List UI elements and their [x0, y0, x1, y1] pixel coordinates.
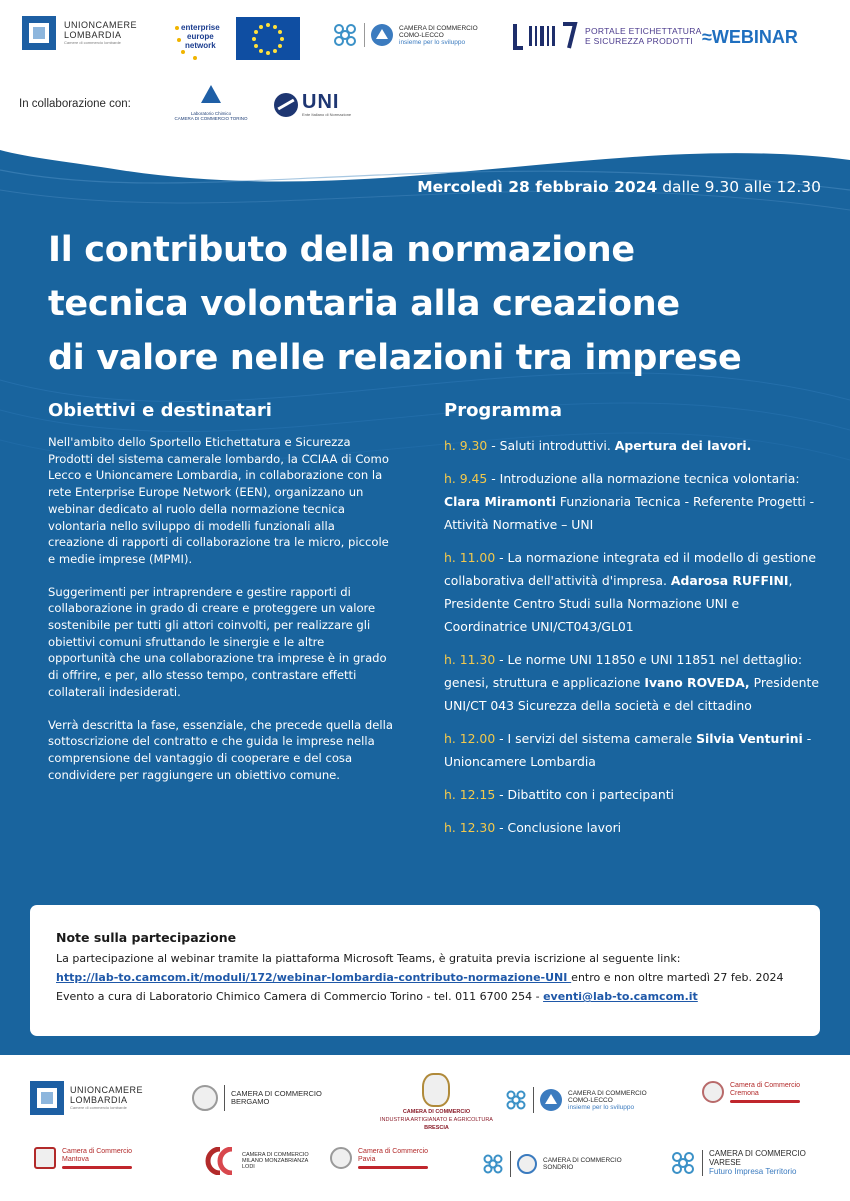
program-speaker: Silvia Venturini: [696, 731, 803, 746]
como-knot-icon: [505, 1089, 527, 1111]
section-heading: Programma: [444, 400, 563, 421]
logo-text: network: [185, 41, 216, 50]
program-text: - Le norme UNI 11850 e UNI 11851 nel dettaglio: genesi, struttura e applicazione: [444, 652, 803, 690]
notes-box: [30, 905, 820, 1036]
program-item: [444, 783, 824, 806]
logo-text: LODI: [242, 1164, 255, 1171]
logo-text: Mantova: [62, 1155, 89, 1163]
program-item: [444, 648, 824, 717]
notes-heading: Note sulla partecipazione: [56, 930, 237, 945]
event-time: dalle 9.30 alle 12.30: [657, 178, 821, 196]
collaboration-label: In collaborazione con:: [19, 98, 131, 110]
webinar-label: ≈WEBINAR: [702, 27, 798, 47]
footer-brescia-logo: [380, 1073, 493, 1131]
logo-text: CAMERA DI COMMERCIO: [231, 1088, 322, 1098]
logo-text: CAMERA DI COMMERCIO: [242, 1151, 309, 1158]
logo-text: MILANO MONZABRIANZA: [242, 1157, 309, 1164]
program-text: - Dibattito con i partecipanti: [495, 787, 674, 802]
notes-deadline: entro e non oltre martedì 27 feb. 2024: [571, 971, 784, 984]
logo-text: enterprise: [181, 23, 220, 32]
bergamo-seal-icon: [192, 1085, 218, 1111]
program-rest: Presidente UNI/CT 043 Sicurezza della società e del cittadino: [444, 675, 819, 713]
logo-tagline: insieme per lo sviluppo: [399, 38, 466, 46]
logo-text: CAMERA DI COMMERCIO: [543, 1157, 622, 1164]
logo-tagline: Futuro Impresa Territorio: [709, 1167, 797, 1176]
main-banner: [0, 150, 850, 1055]
footer-bergamo-logo: [192, 1085, 322, 1111]
como-mountain-icon: [540, 1089, 562, 1111]
logo-text: INDUSTRIA ARTIGIANATO E AGRICOLTURA: [380, 1117, 493, 1123]
program-rest: Funzionaria Tecnica - Referente Progetti - Attività Normative – UNI: [444, 494, 815, 532]
program-text: - I servizi del sistema camerale: [495, 731, 697, 746]
program-time: h. 9.30: [444, 438, 488, 453]
footer-mantova-logo: [34, 1147, 132, 1169]
logo-text: SONDRIO: [543, 1164, 574, 1171]
program-time: h. 12.30: [444, 820, 496, 835]
uni-logo: [274, 92, 351, 117]
notes-line: [56, 987, 794, 1006]
logo-subtext: Camere di commercio lombarde: [64, 40, 121, 45]
notes-line: La partecipazione al webinar tramite la piattaforma Microsoft Teams, è gratuita previa iscrizione al seguente link:: [56, 952, 681, 965]
programma-section: [444, 398, 824, 849]
logo-text: CAMERA DI COMMERCIO: [399, 24, 478, 32]
sondrio-knot-icon: [482, 1153, 504, 1175]
footer-pavia-logo: [330, 1147, 428, 1169]
section-heading: Obiettivi e destinatari: [48, 400, 272, 421]
logo-text: Cremona: [730, 1089, 759, 1097]
logo-text: Camera di Commercio: [358, 1147, 429, 1155]
program-time: h. 12.15: [444, 787, 496, 802]
logo-text: E SICUREZZA PRODOTTI: [585, 36, 694, 46]
red-swoosh-decoration: [730, 1100, 800, 1103]
logo-subtext: Camere di commercio lombarde: [70, 1105, 127, 1110]
logo-text: Pavia: [358, 1155, 376, 1163]
logo-text: PORTALE ETICHETTATURA: [585, 26, 702, 36]
como-mountain-icon: [371, 24, 393, 46]
program-text: - Saluti introduttivi.: [487, 438, 615, 453]
title-line: tecnica volontaria alla creazione: [48, 284, 680, 324]
logo-text: CAMERA DI COMMERCIO TORINO: [174, 116, 248, 121]
logo-text: COMO-LECCO: [568, 1096, 613, 1104]
portale-barcode-icon: [513, 20, 579, 52]
pavia-seal-icon: [330, 1147, 352, 1169]
portale-etichettatura-logo: [513, 20, 702, 52]
program-item: [444, 546, 824, 638]
footer-cremona-logo: [702, 1081, 800, 1103]
program-item: [444, 467, 824, 536]
logo-text: LOMBARDIA: [70, 1095, 128, 1105]
logo-text: UNIONCAMERE: [70, 1085, 144, 1095]
logo-text: europe: [187, 32, 214, 41]
paragraph: Verrà descritta la fase, essenziale, che precede quella della sottoscrizione del contratto e che guida le imprese nella comprensione del vantaggio di cooperare e del cosa condividere per raggiungere un obiettivo comune.: [48, 717, 393, 782]
program-bold: Apertura dei lavori.: [614, 438, 752, 453]
program-time: h. 9.45: [444, 471, 488, 486]
logo-text: CAMERA DI COMMERCIO: [402, 1109, 471, 1115]
unioncamere-mark-icon: [22, 16, 56, 50]
program-time: h. 12.00: [444, 731, 496, 746]
mantova-crest-icon: [34, 1147, 56, 1169]
logo-text: UNIONCAMERE: [64, 20, 138, 30]
program-text: - Conclusione lavori: [495, 820, 622, 835]
program-speaker: Clara Miramonti: [444, 494, 556, 509]
sondrio-seal-icon: [517, 1154, 537, 1174]
footer-varese-logo: [670, 1149, 806, 1176]
logo-text: CAMERA DI COMMERCIO: [709, 1149, 806, 1158]
logo-text: BRESCIA: [424, 1125, 449, 1131]
paragraph: Nell'ambito dello Sportello Etichettatura e Sicurezza Prodotti del sistema camerale lombardo, la CCIAA di Como Lecco e Unioncamere Lombardia, in collaborazione con la rete Enterprise Europe Network (EEN), organizzano un webinar dedicato al ruolo della normazione tecnica volontaria nello sviluppo di modelli funzionali alla creazione di rapporti di collaborazione tra le micro, piccole e medie imprese (MPMI).: [48, 435, 389, 566]
red-swoosh-decoration: [62, 1166, 132, 1169]
uni-globe-icon: [274, 93, 298, 117]
registration-link[interactable]: http://lab-to.camcom.it/moduli/172/webinar-lombardia-contributo-normazione-UNI: [56, 971, 572, 984]
separator: [533, 1087, 534, 1113]
cremona-seal-icon: [702, 1081, 724, 1103]
program-text: - Introduzione alla normazione tecnica volontaria:: [487, 471, 800, 486]
logo-subtext: Ente Italiano di Normazione: [302, 112, 352, 117]
program-time: h. 11.30: [444, 652, 496, 667]
footer-como-lecco-logo: [505, 1087, 647, 1113]
program-time: h. 11.00: [444, 550, 496, 565]
logo-text: VARESE: [709, 1158, 741, 1167]
logo-text: BERGAMO: [231, 1097, 270, 1106]
logo-text: Camera di Commercio: [62, 1147, 133, 1155]
footer-milano-logo: [204, 1147, 309, 1175]
lab-triangle-icon: [201, 85, 221, 105]
event-date-bold: Mercoledì 28 febbraio 2024: [417, 178, 658, 196]
program-item: [444, 434, 824, 457]
laboratorio-chimico-logo: [165, 85, 257, 130]
separator: [702, 1150, 703, 1176]
varese-knot-icon: [670, 1150, 696, 1176]
separator: [224, 1085, 225, 1111]
obiettivi-section: [48, 398, 393, 799]
brescia-crest-icon: [422, 1073, 450, 1107]
unioncamere-mark-icon: [30, 1081, 64, 1115]
title-line: di valore nelle relazioni tra imprese: [48, 338, 742, 378]
red-swoosh-decoration: [358, 1166, 428, 1169]
logo-text: CAMERA DI COMMERCIO: [568, 1089, 647, 1097]
notes-organizer: Evento a cura di Laboratorio Chimico Camera di Commercio Torino - tel. 011 6700 254 -: [56, 990, 544, 1003]
milano-cc-icon: [204, 1147, 236, 1175]
logo-tagline: insieme per lo sviluppo: [568, 1103, 635, 1111]
program-rest: , Presidente Centro Studi sulla Normazione UNI e Coordinatrice UNI/CT043/GL01: [444, 573, 793, 634]
title-line: Il contributo della normazione: [48, 230, 635, 270]
separator: [510, 1151, 511, 1177]
event-title: [48, 223, 838, 385]
header: [0, 0, 850, 150]
contact-email-link[interactable]: eventi@lab-to.camcom.it: [543, 990, 698, 1003]
footer-sondrio-logo: [482, 1151, 622, 1177]
program-speaker: Adarosa RUFFINI: [670, 573, 789, 588]
program-item: [444, 816, 824, 839]
program-text: - La normazione integrata ed il modello di gestione collaborativa dell'attività d'impresa.: [444, 550, 816, 588]
logo-text: COMO-LECCO: [399, 31, 444, 39]
logo-text: LOMBARDIA: [64, 30, 122, 40]
camera-como-lecco-logo: [332, 22, 478, 48]
event-date: [417, 178, 821, 196]
paragraph: Suggerimenti per intraprendere e gestire rapporti di collaborazione in grado di creare e proteggere un valore sostenibile per tutti gli attori coinvolti, per realizzare gli obiettivi comuni sfruttando le sinergie e le altre opportunità che una collaborazione tra imprese è in grado di offrire, e per, allo stesso tempo, contrastare effetti collaterali indesiderati.: [48, 584, 387, 699]
enterprise-europe-network-logo: [173, 18, 231, 60]
separator: [364, 23, 365, 47]
program-item: [444, 727, 824, 773]
logo-text: UNI: [302, 91, 340, 113]
eu-flag-icon: [236, 17, 300, 60]
logo-text: Camera di Commercio: [730, 1081, 801, 1089]
program-rest: - Unioncamere Lombardia: [444, 731, 812, 769]
footer-unioncamere-logo: [30, 1081, 143, 1115]
logo-text: Laboratorio Chimico: [190, 111, 232, 116]
notes-line: [56, 968, 794, 987]
program-speaker: Ivano ROVEDA,: [644, 675, 750, 690]
como-knot-icon: [332, 22, 358, 48]
unioncamere-logo: [22, 16, 137, 50]
footer-logos: [0, 1055, 850, 1201]
